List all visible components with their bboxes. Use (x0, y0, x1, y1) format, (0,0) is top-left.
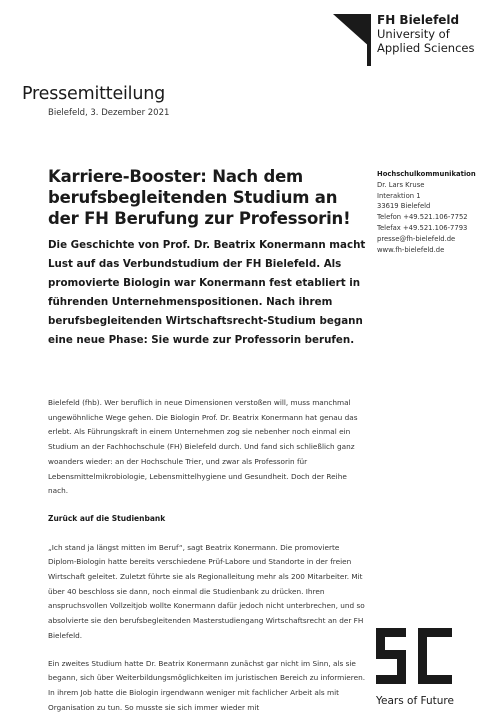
article-paragraph-3: Ein zweites Studium hatte Dr. Beatrix Konermann zunächst gar nicht im Sinn, als sie begann, sich über Weiterbildungsmöglichkeiten im juristischen Bereich zu informieren. In ihrem Job hatte die Biologin irgendwann weniger mit fachlicher Arbeit als mit Organisation zu tun. So musste sie sich immer wieder mit (48, 658, 366, 712)
contact-phone: Telefon +49.521.106-7752 (377, 213, 468, 222)
press-release-date: Bielefeld, 3. Dezember 2021 (48, 108, 170, 118)
contact-heading: Hochschulkommunikation (377, 170, 476, 178)
contact-city: 33619 Bielefeld (377, 202, 431, 211)
contact-email: presse@fh-bielefeld.de (377, 234, 456, 243)
article-subheading: Zurück auf die Studienbank (48, 513, 166, 523)
fh-logo-icon (333, 14, 371, 66)
logo-line-2: University of (377, 27, 450, 41)
contact-website: www.fh-bielefeld.de (377, 245, 445, 254)
article-headline: Karriere-Booster: Nach dem berufsbegleitenden Studium an der FH Berufung zur Professorin! (48, 167, 351, 228)
years-of-future-slogan: Years of Future (376, 695, 454, 707)
contact-fax: Telefax +49.521.106-7793 (377, 223, 468, 232)
article-lead: Die Geschichte von Prof. Dr. Beatrix Konermann macht Lust auf das Verbundstudium der FH Bielefeld. Als promovierte Biologin war Konermann fest etabliert in führenden Unternehmenspositionen. Nach ihrem berufsbegleitenden Wirtschaftsrecht-Studium begann eine neue Phase: Sie wurde zur Professorin berufen. (48, 239, 366, 346)
contact-name: Dr. Lars Kruse (377, 180, 425, 189)
contact-block (377, 169, 476, 255)
article-paragraph-1: Bielefeld (fhb). Wer beruflich in neue Dimensionen verstoßen will, muss manchmal ungewöhnliche Wege gehen. Die Biologin Prof. Dr. Beatrix Konermann hat genau das erlebt. Als Führungskraft in einem Unternehmen zog sie nebenher noch einmal ein Studium an der Fachhochschule (FH) Bielefeld durch. Und fand sich schließlich ganz woanders wieder: an der Hochschule Trier, und zwar als Professorin für Lebensmittelmikrobiologie, Lebensmittelhygiene und Gesundheit. Doch der Reihe nach. (48, 398, 358, 496)
fh-logo-text (377, 13, 474, 55)
logo-line-1: FH Bielefeld (377, 13, 460, 27)
logo-line-3: Applied Sciences (377, 41, 475, 55)
article-paragraph-2: „Ich stand ja längst mitten im Beruf“, sagt Beatrix Konermann. Die promovierte Diplom-Biologin hatte bereits verschiedene Prüf-Labore und Standorte in der freien Wirtschaft geleitet. Zuletzt führte sie als Regionalleitung mehr als 200 Mitarbeiter. Mit über 40 beschloss sie dann, noch einmal die Studienbank zu drücken. Ihren anspruchsvollen Vollzeitjob wollte Konermann dafür jedoch nicht unterbrechen, und so absolvierte sie den berufsbegleitenden Masterstudiengang Wirtschaftsrecht an der FH Bielefeld. (48, 542, 365, 640)
contact-street: Interaktion 1 (377, 191, 421, 200)
press-release-title: Pressemitteilung (22, 84, 166, 104)
years-of-future-logo-icon (376, 628, 452, 684)
article-body (48, 396, 366, 728)
